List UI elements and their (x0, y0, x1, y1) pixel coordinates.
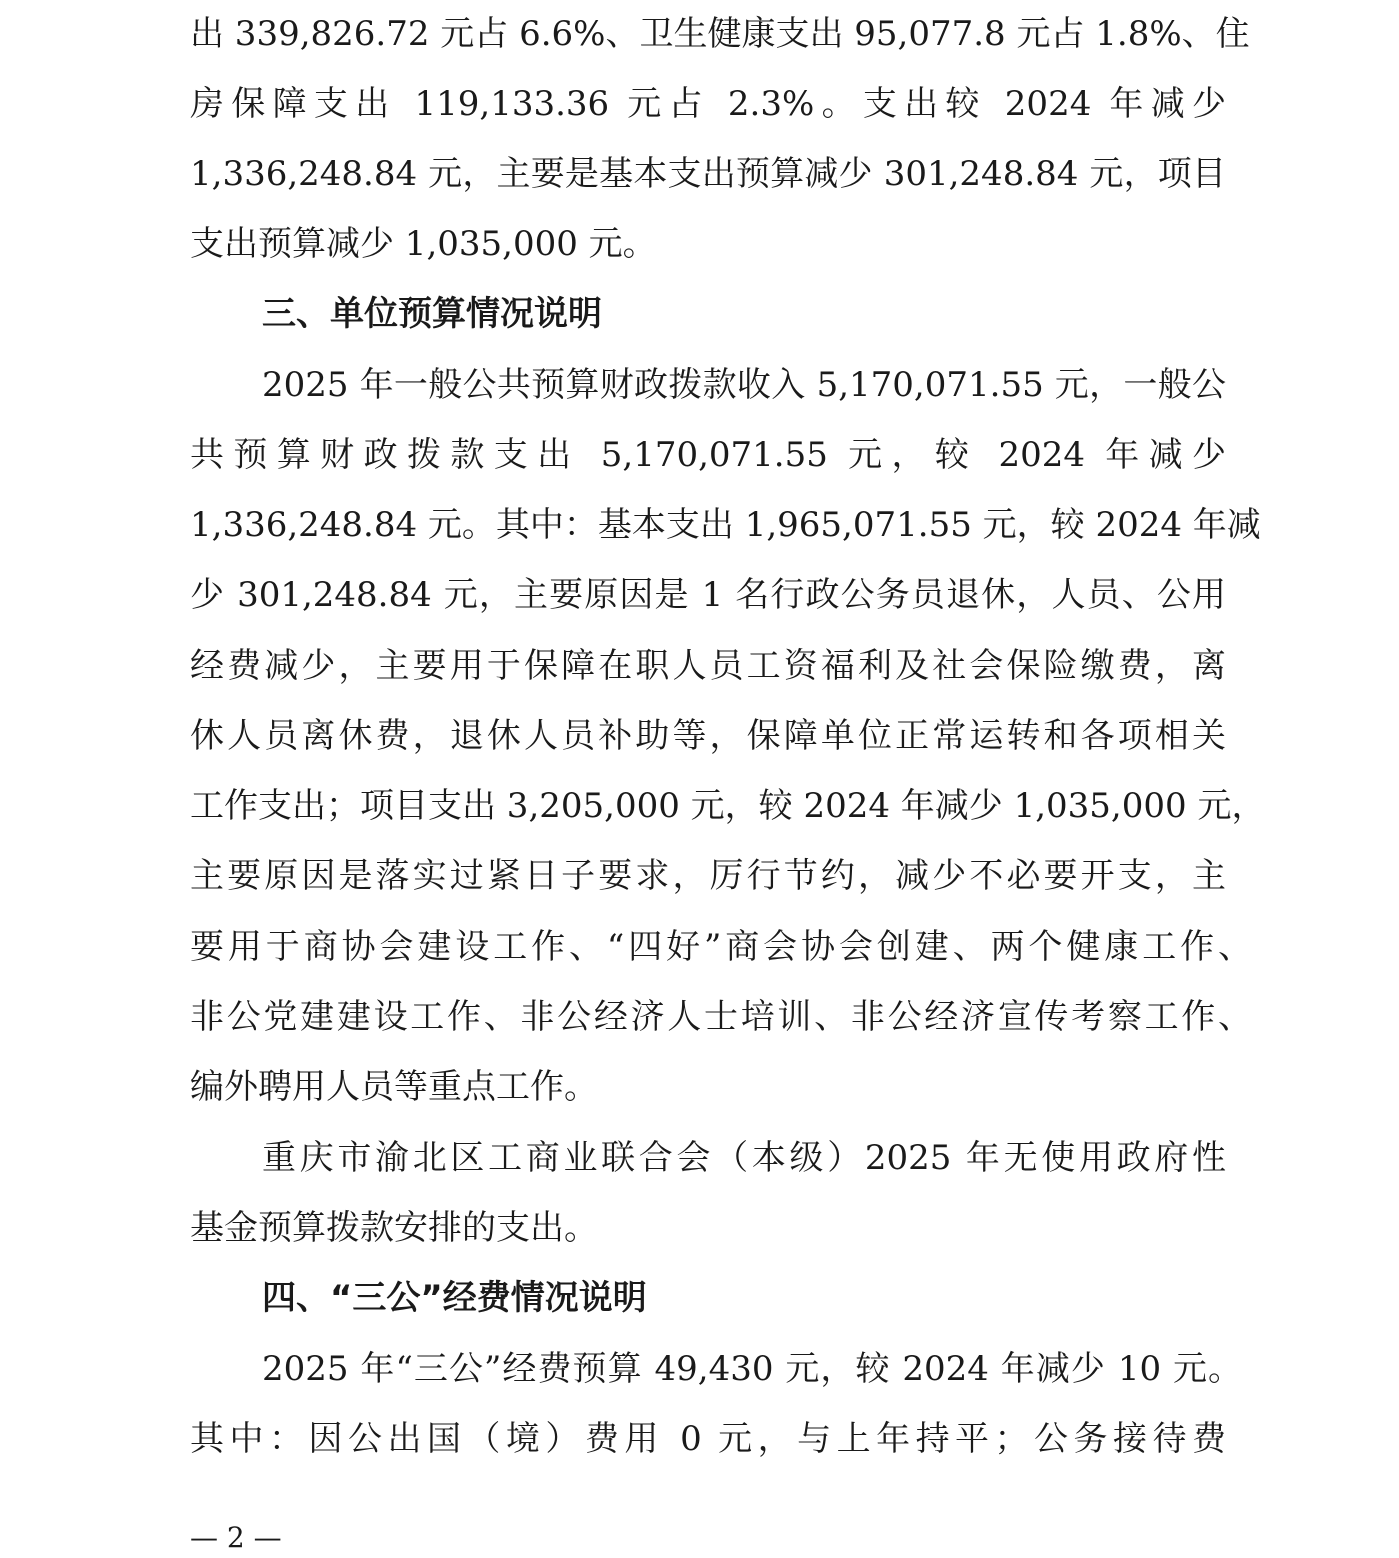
section-heading-3: 三、单位预算情况说明 (262, 294, 602, 334)
paragraph-2-line-1: 2025 年一般公共预算财政拨款收入 5,170,071.55 元，一般公 (262, 365, 1226, 405)
paragraph-3-line-2: 基金预算拨款安排的支出。 (190, 1208, 598, 1248)
paragraph-2-line-3: 1,336,248.84 元。其中：基本支出 1,965,071.55 元，较 2024 年减 (190, 505, 1261, 545)
paragraph-2-line-5: 经费减少，主要用于保障在职人员工资福利及社会保险缴费，离 (190, 646, 1226, 686)
paragraph-4-line-2: 其中：因公出国（境）费用 0 元，与上年持平；公务接待费 (190, 1419, 1226, 1459)
paragraph-1-line-4: 支出预算减少 1,035,000 元。 (190, 224, 657, 264)
paragraph-2-line-9: 要用于商协会建设工作、“四好”商会协会创建、两个健康工作、 (190, 927, 1252, 967)
paragraph-1-line-1: 出 339,826.72 元占 6.6%、卫生健康支出 95,077.8 元占 1.8%、住 (190, 14, 1250, 54)
paragraph-1-line-2: 房保障支出 119,133.36 元占 2.3%。支出较 2024 年减少 (190, 84, 1226, 124)
paragraph-2-line-6: 休人员离休费，退休人员补助等，保障单位正常运转和各项相关 (190, 716, 1226, 756)
section-heading-4: 四、“三公”经费情况说明 (262, 1278, 647, 1318)
paragraph-2-line-4: 少 301,248.84 元，主要原因是 1 名行政公务员退休，人员、公用 (190, 575, 1226, 615)
paragraph-2-line-8: 主要原因是落实过紧日子要求，厉行节约，减少不必要开支，主 (190, 856, 1226, 896)
page-number: — 2 — (190, 1521, 282, 1554)
paragraph-2-line-7: 工作支出；项目支出 3,205,000 元，较 2024 年减少 1,035,000 元， (190, 786, 1266, 826)
paragraph-4-line-1: 2025 年“三公”经费预算 49,430 元，较 2024 年减少 10 元。 (262, 1349, 1242, 1389)
paragraph-1-line-3: 1,336,248.84 元，主要是基本支出预算减少 301,248.84 元，项目 (190, 154, 1226, 194)
paragraph-3-line-1: 重庆市渝北区工商业联合会（本级）2025 年无使用政府性 (262, 1138, 1226, 1178)
paragraph-2-line-11: 编外聘用人员等重点工作。 (190, 1067, 598, 1107)
paragraph-2-line-2: 共预算财政拨款支出 5,170,071.55 元，较 2024 年减少 (190, 435, 1226, 475)
paragraph-2-line-10: 非公党建建设工作、非公经济人士培训、非公经济宣传考察工作、 (190, 997, 1252, 1037)
